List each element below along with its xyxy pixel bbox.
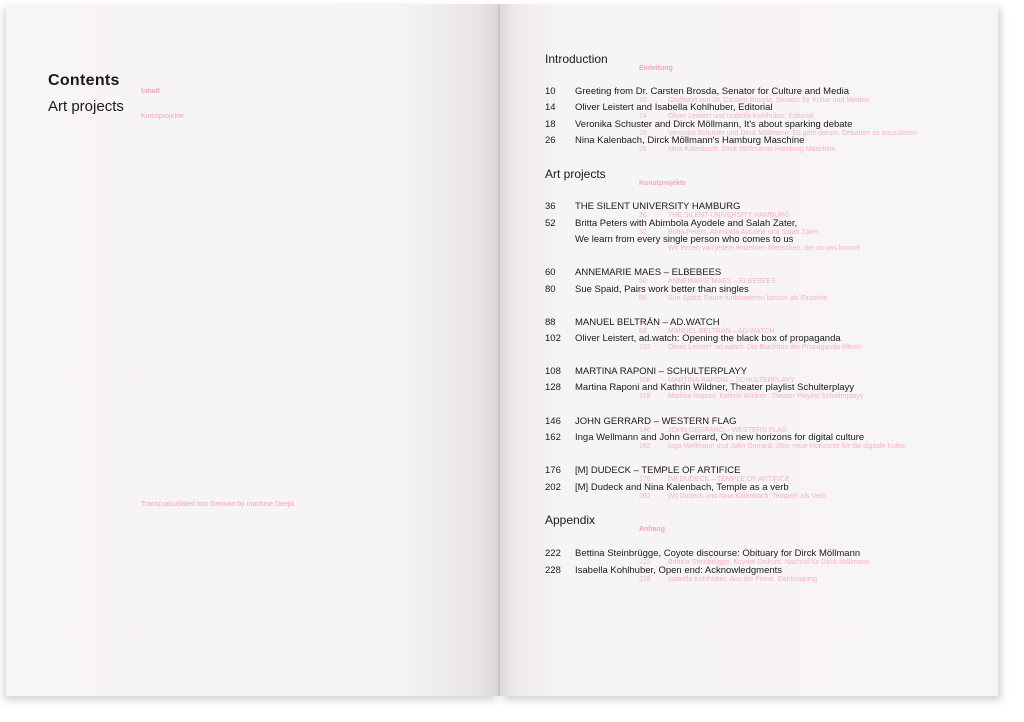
toc-page-number-german: 88	[639, 328, 647, 335]
toc-page-number-german: 128	[639, 393, 651, 400]
section-title-german: Anhang	[639, 526, 666, 533]
toc-entry-german: JOHN GERRARD – WESTERN FLAG	[668, 427, 788, 434]
toc-page-number: 162	[545, 432, 561, 443]
toc-entry-german: ANNEMARIE MAES – ELBEBEES	[668, 278, 776, 285]
toc-entry-german: Sue Spaid: Paare funktionieren besser als Einzelne	[668, 295, 828, 302]
toc-entry: Oliver Leistert and Isabella Kohlhuber, Editorial	[575, 102, 773, 113]
toc-entry: Bettina Steinbrügge, Coyote discourse: Obituary for Dirck Möllmann	[575, 548, 861, 559]
toc-page-number: 146	[545, 416, 561, 427]
toc-page-number: 52	[545, 218, 556, 229]
toc-page-number-german: 36	[639, 212, 647, 219]
toc-entry-german: Veronika Schuster und Dirck Möllmann: Es geht darum, Debatten zu auszulösen	[668, 130, 918, 137]
section-title: Introduction	[545, 52, 608, 66]
toc-entry-german: THE SILENT UNIVERSITY HAMBURG	[668, 212, 790, 219]
toc-page-number: 108	[545, 366, 561, 377]
toc-entry-german: MARTINA RAPONI – SCHULTERPLAYY	[668, 377, 795, 384]
toc-entry-continuation: We learn from every single person who comes to us	[575, 234, 794, 245]
toc-page-number-german: 18	[639, 130, 647, 137]
section-title: Art projects	[545, 167, 606, 181]
toc-entry: JOHN GERRARD – WESTERN FLAG	[575, 416, 737, 427]
toc-entry: Oliver Leistert, ad.watch: Opening the black box of propaganda	[575, 333, 841, 344]
toc-entry-german: Isabella Kohlhuber: Aus der Ferne. Danksagung	[668, 576, 818, 583]
toc-entry: Isabella Kohlhuber, Open end: Acknowledgments	[575, 565, 783, 576]
toc-entry-german: [M] Dudeck und Nina Kalenbach: Tempeln als Verb	[668, 493, 826, 500]
toc-entry: Nina Kalenbach, Dirck Möllmann's Hamburg Maschine	[575, 135, 805, 146]
toc-page-number: 14	[545, 102, 556, 113]
toc-entry-german: Inga Wellmann und John Gerrard: Über neue Horizonte für die digitale Kultur	[668, 443, 906, 450]
toc-entry: Veronika Schuster and Dirck Möllmann, It's about sparking debate	[575, 119, 853, 130]
toc-entry: [M] Dudeck and Nina Kalenbach, Temple as a verb	[575, 482, 789, 493]
toc-page-number: 80	[545, 284, 556, 295]
toc-entry: Sue Spaid, Pairs work better than singles	[575, 284, 749, 295]
toc-entry-german: Grußwort von Dr. Carsten Brosda, Senator für Kultur und Medien	[668, 97, 870, 104]
toc-entry-german: MANUEL BELTRÁN – AD.WATCH	[668, 328, 775, 335]
toc-entry-german: Oliver Leistert und Isabella Kohlhuber, Editorial	[668, 113, 814, 120]
toc-entry: MANUEL BELTRÁN – AD.WATCH	[575, 317, 720, 328]
toc-page-number-german: 60	[639, 278, 647, 285]
toc-page-number: 128	[545, 382, 561, 393]
section-title-german: Kunstprojekte	[639, 180, 687, 187]
toc-entry: ANNEMARIE MAES – ELBEBEES	[575, 267, 722, 278]
toc-page-number: 222	[545, 548, 561, 559]
toc-page-number: 36	[545, 201, 556, 212]
toc-page-number-german: 162	[639, 443, 651, 450]
toc-page-number: 102	[545, 333, 561, 344]
toc-page-number-german: 52	[639, 229, 647, 236]
art-projects-heading-german: Kunstprojekte	[141, 113, 184, 120]
toc-entry-german: Nina Kalenbach: Dirck Möllmanns Hamburg Maschine	[668, 146, 836, 153]
toc-page-number-german: 108	[639, 377, 651, 384]
toc-entry-german: Britta Peters, Abimbola Ayodele und Salah Zater:	[668, 229, 820, 236]
art-projects-heading: Art projects	[48, 98, 124, 115]
toc-page-number-german: 176	[639, 476, 651, 483]
toc-page-number-german: 102	[639, 344, 651, 351]
toc-entry: Greeting from Dr. Carsten Brosda, Senator for Culture and Media	[575, 86, 850, 97]
toc-page-number: 60	[545, 267, 556, 278]
translation-note: Trans(calcu)lated into German by machine DeepL	[141, 501, 296, 508]
toc-entry: THE SILENT UNIVERSITY HAMBURG	[575, 201, 741, 212]
toc-page-number-german: 10	[639, 97, 647, 104]
toc-entry-german: Oliver Leistert: ad.watch: Die Blackbox der Propaganda öffnen	[668, 344, 862, 351]
right-page	[500, 4, 998, 696]
toc-page-number: 176	[545, 465, 561, 476]
toc-entry: Inga Wellmann and John Gerrard, On new horizons for digital culture	[575, 432, 865, 443]
toc-page-number-german: 222	[639, 559, 651, 566]
book-spread	[6, 4, 998, 696]
toc-page-number-german: 80	[639, 295, 647, 302]
left-page	[6, 4, 498, 696]
contents-heading-german: Inhalt	[141, 88, 160, 95]
toc-page-number-german: 202	[639, 493, 651, 500]
toc-page-number-german: 228	[639, 576, 651, 583]
toc-entry: Martina Raponi and Kathrin Wildner, Theater playlist Schulterplayy	[575, 382, 855, 393]
toc-page-number-german: 26	[639, 146, 647, 153]
toc-entry-german: [M] DUDECK – TEMPLE OF ARTIFICE	[668, 476, 790, 483]
toc-page-number: 18	[545, 119, 556, 130]
toc-entry: MARTINA RAPONI – SCHULTERPLAYY	[575, 366, 748, 377]
toc-entry-german-continuation: Wir lernen von jedem einzelnen Menschen, der zu uns kommt	[668, 245, 860, 252]
toc-page-number: 228	[545, 565, 561, 576]
toc-entry: Britta Peters with Abimbola Ayodele and Salah Zater,	[575, 218, 798, 229]
toc-entry-german: Bettina Steinbrügge, Koyote-Diskurs: Nachruf für Dirck Möllmann	[668, 559, 870, 566]
contents-heading: Contents	[48, 72, 120, 89]
toc-page-number: 202	[545, 482, 561, 493]
toc-entry: [M] DUDECK – TEMPLE OF ARTIFICE	[575, 465, 741, 476]
toc-page-number: 88	[545, 317, 556, 328]
section-title: Appendix	[545, 513, 596, 527]
toc-page-number-german: 14	[639, 113, 647, 120]
section-title-german: Einleitung	[639, 65, 673, 72]
toc-page-number: 10	[545, 86, 556, 97]
toc-page-number: 26	[545, 135, 556, 146]
toc-page-number-german: 146	[639, 427, 651, 434]
toc-entry-german: Martina Raponi, Kathrin Wildner: Theater Playlist Schulterplayy	[668, 393, 864, 400]
